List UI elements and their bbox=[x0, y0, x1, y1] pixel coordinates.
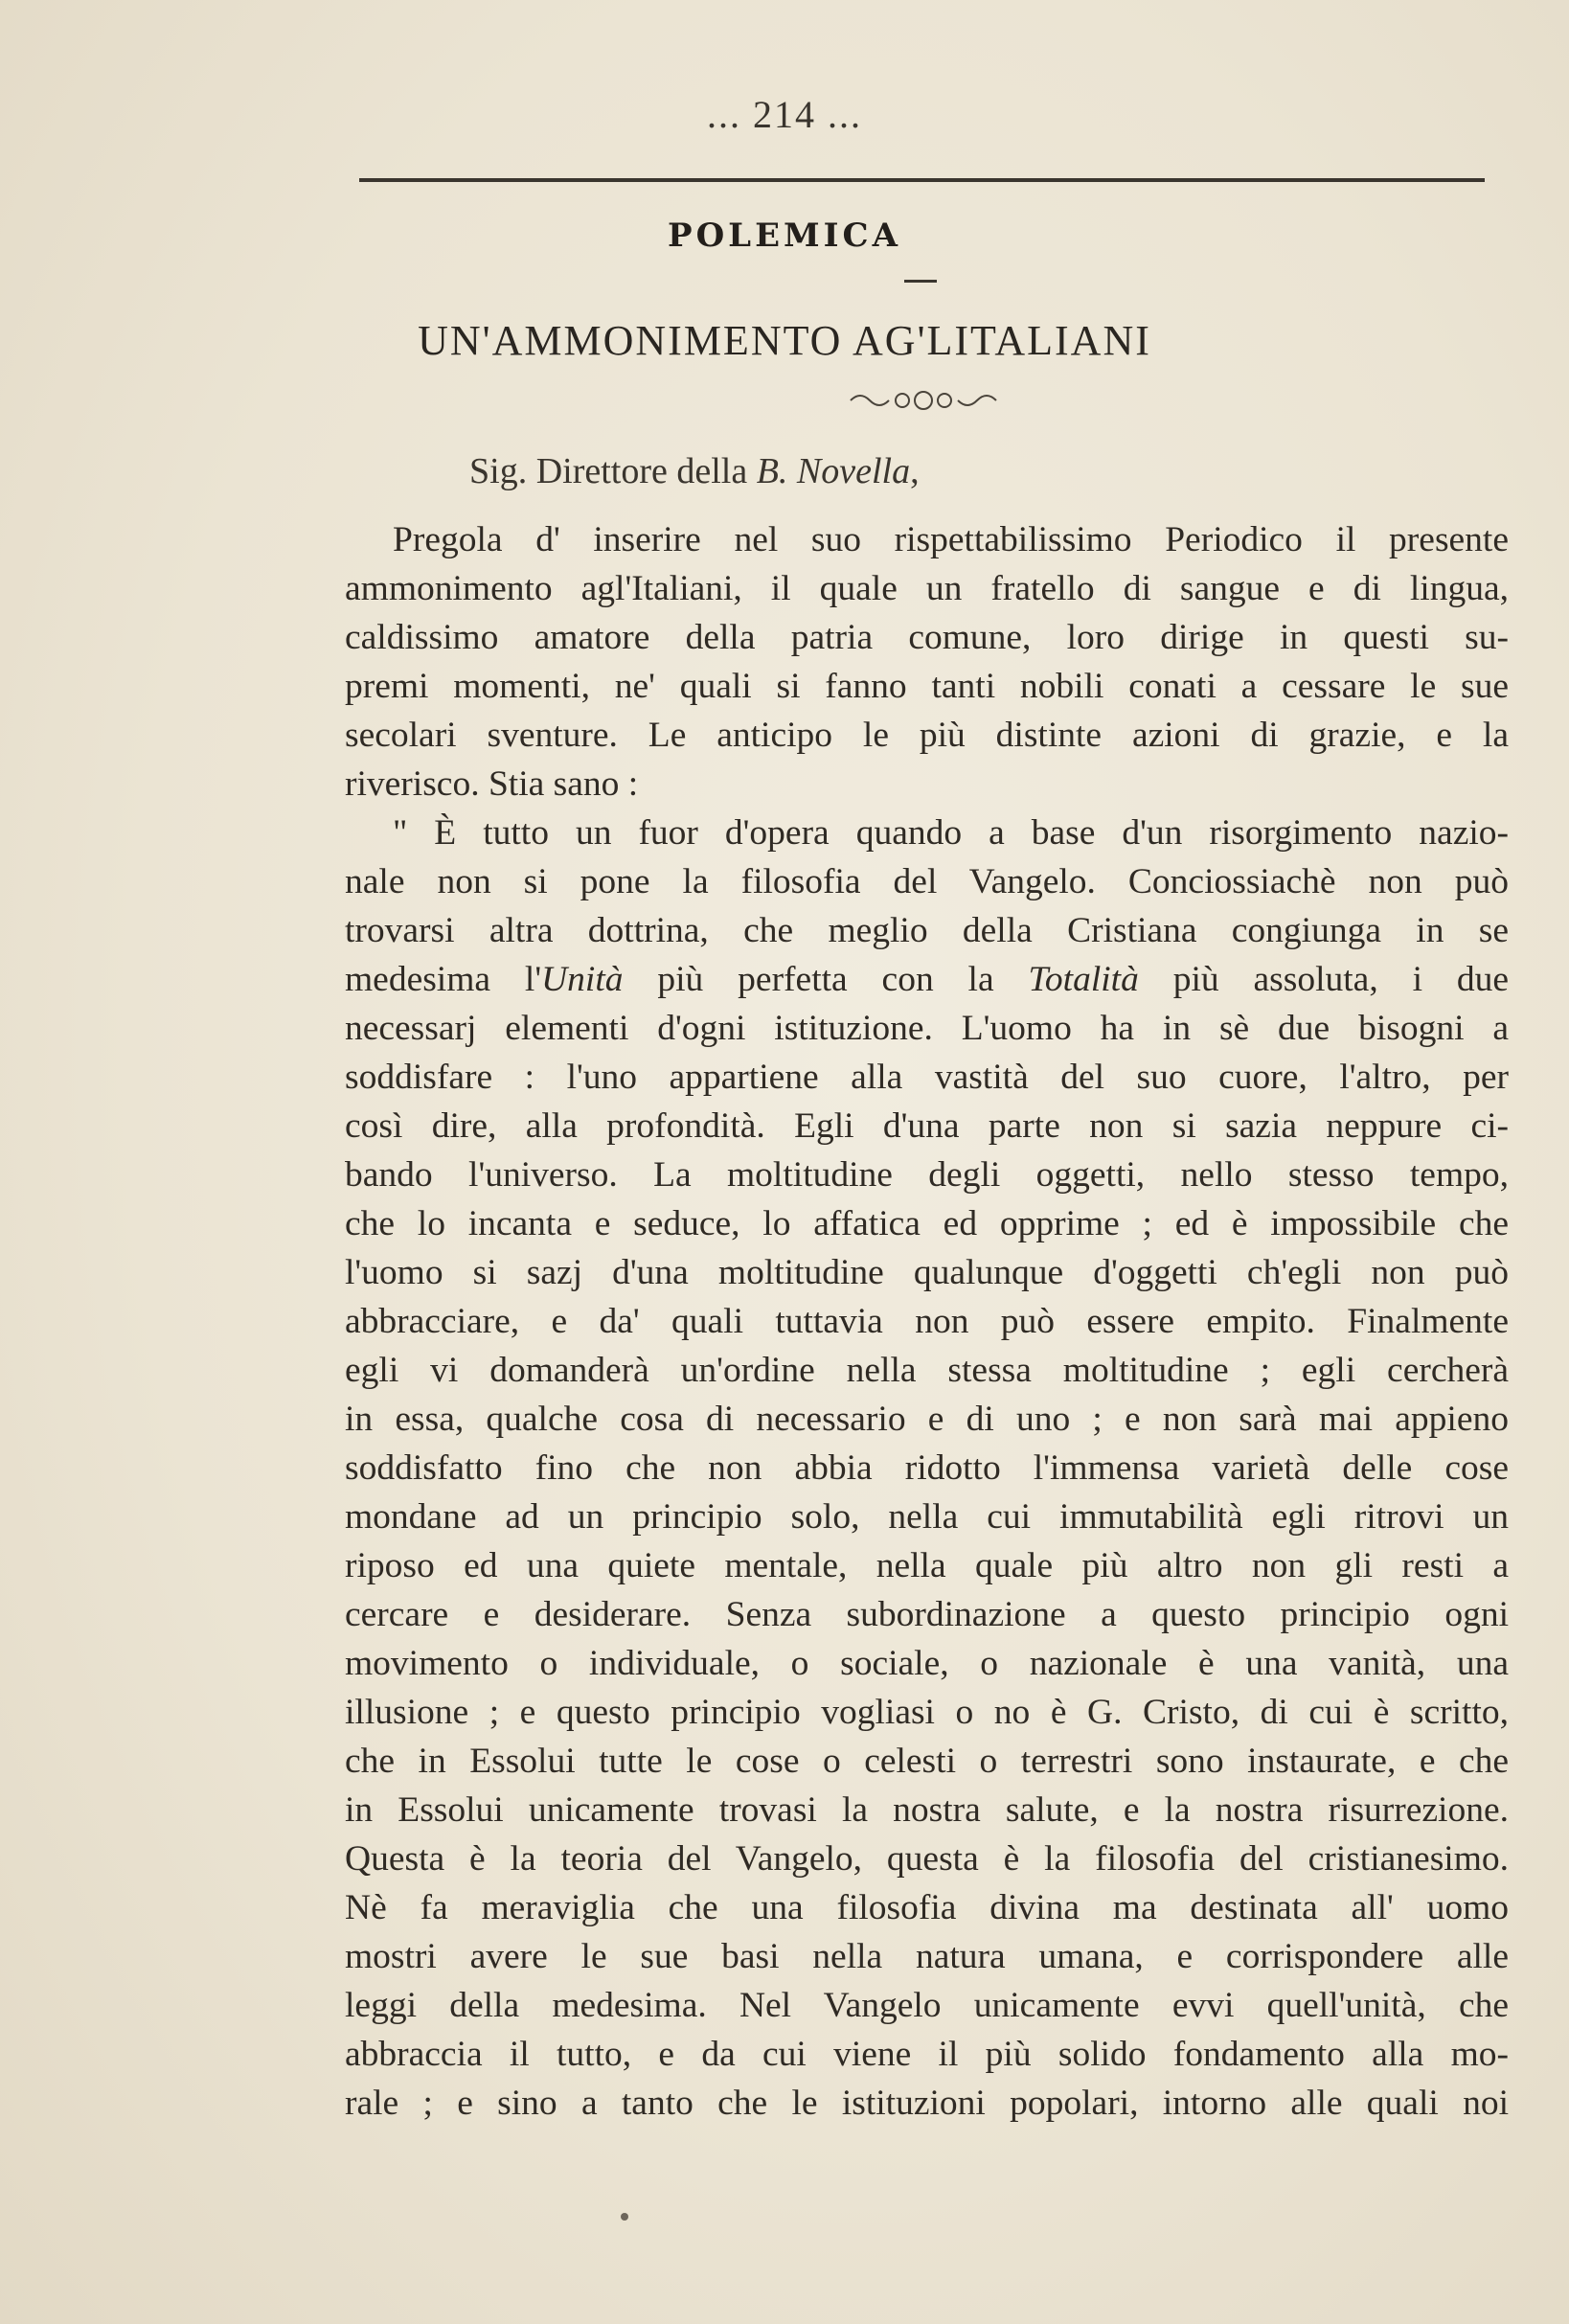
text-line: " È tutto un fuor d'opera quando a base d'un risorgimento nazio- bbox=[393, 813, 1509, 853]
text-line: egli vi domanderà un'ordine nella stessa moltitudine ; egli cercherà bbox=[345, 1351, 1509, 1390]
text-line: Nè fa meraviglia che una filosofia divina ma destinata all' uomo bbox=[345, 1888, 1509, 1927]
text-line: bando l'universo. La moltitudine degli oggetti, nello stesso tempo, bbox=[345, 1155, 1509, 1195]
ink-speck bbox=[621, 2213, 628, 2221]
text-line: soddisfare : l'uno appartiene alla vastità del suo cuore, l'altro, per bbox=[345, 1058, 1509, 1097]
italic-totalita: Totalità bbox=[1028, 960, 1139, 999]
italic-unita: Unità bbox=[541, 960, 624, 999]
text-line: rale ; e sino a tanto che le istituzioni popolari, intorno alle quali noi bbox=[345, 2084, 1509, 2123]
text-line: riverisco. Stia sano : bbox=[345, 764, 639, 804]
text-line: l'uomo si sazj d'una moltitudine qualunque d'oggetti ch'egli non può bbox=[345, 1253, 1509, 1292]
paragraph-admonition bbox=[345, 809, 1509, 2128]
salutation-prefix: Sig. Direttore della bbox=[469, 451, 757, 491]
text-line: in essa, qualche cosa di necessario e di uno ; e non sarà mai appieno bbox=[345, 1400, 1509, 1439]
article-title: UN'AMMONIMENTO AG'LITALIANI bbox=[418, 317, 1151, 364]
text-line: cercare e desiderare. Senza subordinazione a questo principio ogni bbox=[345, 1595, 1509, 1634]
text-line: illusione ; e questo principio vogliasi o no è G. Cristo, di cui è scritto, bbox=[345, 1693, 1509, 1732]
text-line: premi momenti, ne' quali si fanno tanti nobili conati a cessare le sue bbox=[345, 667, 1509, 706]
paragraph-request bbox=[345, 515, 1509, 809]
text-segment: più perfetta con la bbox=[623, 960, 1029, 999]
salutation bbox=[469, 450, 920, 492]
text-line: in Essolui unicamente trovasi la nostra salute, e la nostra risurrezione. bbox=[345, 1790, 1509, 1830]
section-heading: POLEMICA bbox=[668, 216, 901, 255]
text-line: mostri avere le sue basi nella natura umana, e corrispondere alle bbox=[345, 1937, 1509, 1976]
text-line bbox=[345, 955, 1509, 1004]
text-line: che lo incanta e seduce, lo affatica ed opprime ; ed è impossibile che bbox=[345, 1204, 1509, 1243]
text-line: così dire, alla profondità. Egli d'una parte non si sazia neppure ci- bbox=[345, 1106, 1509, 1146]
page-number: ... 214 ... bbox=[707, 93, 862, 136]
text-line: riposo ed una quiete mentale, nella quale più altro non gli resti a bbox=[345, 1546, 1509, 1585]
text-line: Pregola d' inserire nel suo rispettabilissimo Periodico il presente bbox=[393, 520, 1509, 559]
text-line: trovarsi altra dottrina, che meglio della Cristiana congiunga in se bbox=[345, 911, 1509, 950]
text-line: abbraccia il tutto, e da cui viene il più solido fondamento alla mo- bbox=[345, 2035, 1509, 2074]
text-line: leggi della medesima. Nel Vangelo unicamente evvi quell'unità, che bbox=[345, 1986, 1509, 2025]
text-line: Questa è la teoria del Vangelo, questa è la filosofia del cristianesimo. bbox=[345, 1839, 1509, 1879]
text-line: secolari sventure. Le anticipo le più distinte azioni di grazie, e la bbox=[345, 716, 1509, 755]
heading-dash bbox=[904, 280, 937, 283]
text-line: ammonimento agl'Italiani, il quale un fratello di sangue e di lingua, bbox=[345, 569, 1509, 608]
text-line: necessarj elementi d'ogni istituzione. L'uomo ha in sè due bisogni a bbox=[345, 1009, 1509, 1048]
ornament-icon bbox=[847, 387, 1000, 414]
text-line: mondane ad un principio solo, nella cui immutabilità egli ritrovi un bbox=[345, 1497, 1509, 1537]
header-rule bbox=[359, 178, 1485, 182]
text-line: movimento o individuale, o sociale, o nazionale è una vanità, una bbox=[345, 1644, 1509, 1683]
text-segment: medesima l' bbox=[345, 960, 542, 999]
text-segment: più assoluta, i due bbox=[1138, 960, 1510, 999]
journal-name: B. Novella bbox=[756, 451, 911, 491]
text-line: che in Essolui tutte le cose o celesti o terrestri sono instaurate, e che bbox=[345, 1742, 1509, 1781]
text-line: soddisfatto fino che non abbia ridotto l'immensa varietà delle cose bbox=[345, 1448, 1509, 1488]
text-line: caldissimo amatore della patria comune, loro dirige in questi su- bbox=[345, 618, 1509, 657]
text-line: abbracciare, e da' quali tuttavia non può essere empito. Finalmente bbox=[345, 1302, 1509, 1341]
salutation-suffix: , bbox=[910, 451, 920, 491]
text-line: nale non si pone la filosofia del Vangelo. Conciossiachè non può bbox=[345, 862, 1509, 901]
